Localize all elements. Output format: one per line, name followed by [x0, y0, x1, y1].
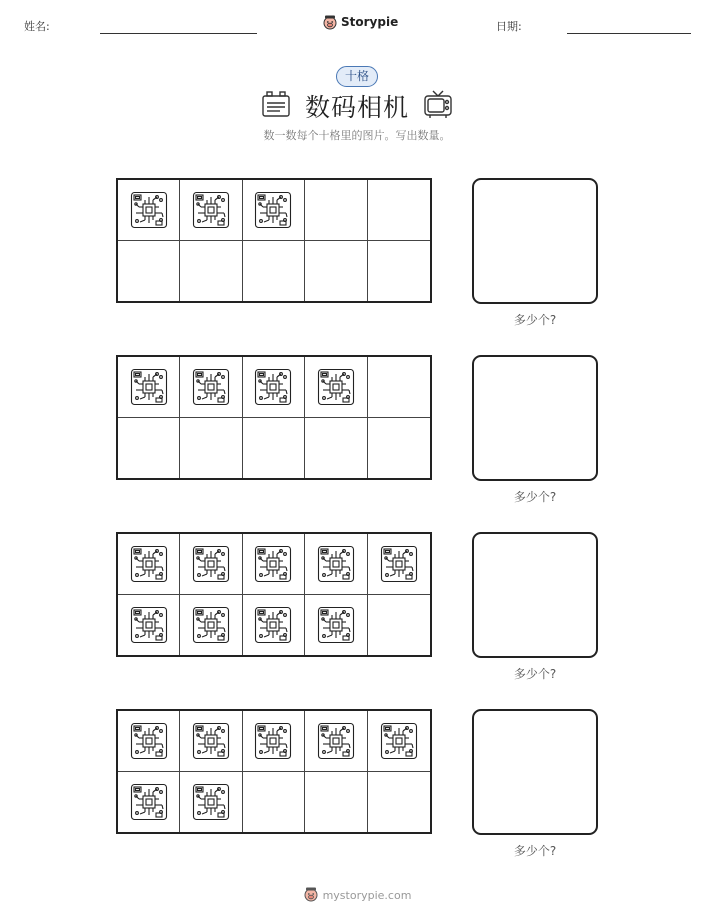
category-badge: 十格 [336, 66, 378, 87]
circuit-chip-icon [254, 191, 292, 229]
frame-cell [180, 711, 242, 772]
frame-cell [243, 595, 305, 656]
circuit-chip-icon [380, 545, 418, 583]
circuit-chip-icon [192, 545, 230, 583]
name-line[interactable] [100, 33, 257, 34]
frame-cell [118, 418, 180, 479]
frame-cell [118, 241, 180, 302]
frame-cell [305, 418, 367, 479]
circuit-chip-icon [317, 545, 355, 583]
circuit-chip-icon [192, 368, 230, 406]
answer-label: 多少个? [513, 844, 557, 858]
footer [0, 886, 714, 905]
brand-logo [322, 14, 398, 30]
frame-cell [243, 357, 305, 418]
circuit-chip-icon [254, 368, 292, 406]
circuit-chip-icon [380, 722, 418, 760]
frame-cell [118, 534, 180, 595]
circuit-chip-icon [192, 722, 230, 760]
answer-box[interactable] [472, 532, 598, 658]
page-title: 数码相机 [304, 93, 409, 122]
frame-cell [180, 595, 242, 656]
answer-label: 多少个? [513, 313, 557, 327]
frame-cell [180, 772, 242, 833]
frame-cell [368, 711, 430, 772]
circuit-chip-icon [130, 783, 168, 821]
frame-cell [180, 357, 242, 418]
frame-cell [368, 534, 430, 595]
pig-mascot-icon [322, 14, 338, 30]
circuit-chip-icon [254, 722, 292, 760]
answer-box[interactable] [472, 178, 598, 304]
answer-box[interactable] [472, 709, 598, 835]
ten-frame [116, 355, 432, 480]
ten-frame [116, 709, 432, 834]
frame-cell [118, 595, 180, 656]
frame-cell [368, 772, 430, 833]
circuit-chip-icon [130, 368, 168, 406]
circuit-chip-icon [192, 191, 230, 229]
circuit-chip-icon [254, 606, 292, 644]
frame-cell [118, 772, 180, 833]
frame-cell [243, 418, 305, 479]
date-label: 日期: [496, 20, 522, 33]
circuit-chip-icon [192, 783, 230, 821]
frame-cell [243, 241, 305, 302]
circuit-chip-icon [192, 606, 230, 644]
frame-cell [243, 772, 305, 833]
frame-cell [305, 772, 367, 833]
frame-cell [305, 241, 367, 302]
footer-url[interactable]: mystorypie.com [322, 889, 412, 902]
frame-cell [180, 534, 242, 595]
frame-cell [243, 534, 305, 595]
frame-cell [243, 180, 305, 241]
name-label: 姓名: [24, 20, 50, 33]
frame-cell [305, 180, 367, 241]
frame-cell [118, 357, 180, 418]
frame-cell [180, 180, 242, 241]
circuit-chip-icon [317, 606, 355, 644]
instructions: 数一数每个十格里的图片。写出数量。 [263, 129, 451, 142]
answer-box[interactable] [472, 355, 598, 481]
circuit-chip-icon [130, 545, 168, 583]
ten-frame [116, 178, 432, 303]
frame-cell [368, 595, 430, 656]
frame-cell [305, 357, 367, 418]
answer-label: 多少个? [513, 667, 557, 681]
frame-cell [305, 711, 367, 772]
frame-cell [368, 180, 430, 241]
circuit-chip-icon [130, 191, 168, 229]
tv-icon [422, 89, 454, 123]
brand-name: Storypie [341, 15, 399, 29]
frame-cell [305, 595, 367, 656]
frame-cell [118, 180, 180, 241]
frame-cell [180, 418, 242, 479]
circuit-chip-icon [130, 722, 168, 760]
frame-cell [368, 241, 430, 302]
frame-cell [368, 357, 430, 418]
frame-cell [305, 534, 367, 595]
frame-cell [243, 711, 305, 772]
circuit-chip-icon [317, 368, 355, 406]
ten-frame [116, 532, 432, 657]
circuit-chip-icon [317, 722, 355, 760]
frame-cell [118, 711, 180, 772]
circuit-chip-icon [254, 545, 292, 583]
frame-cell [368, 418, 430, 479]
answer-label: 多少个? [513, 490, 557, 504]
date-line[interactable] [567, 33, 691, 34]
circuit-chip-icon [130, 606, 168, 644]
frame-cell [180, 241, 242, 302]
pig-mascot-icon [303, 886, 319, 905]
